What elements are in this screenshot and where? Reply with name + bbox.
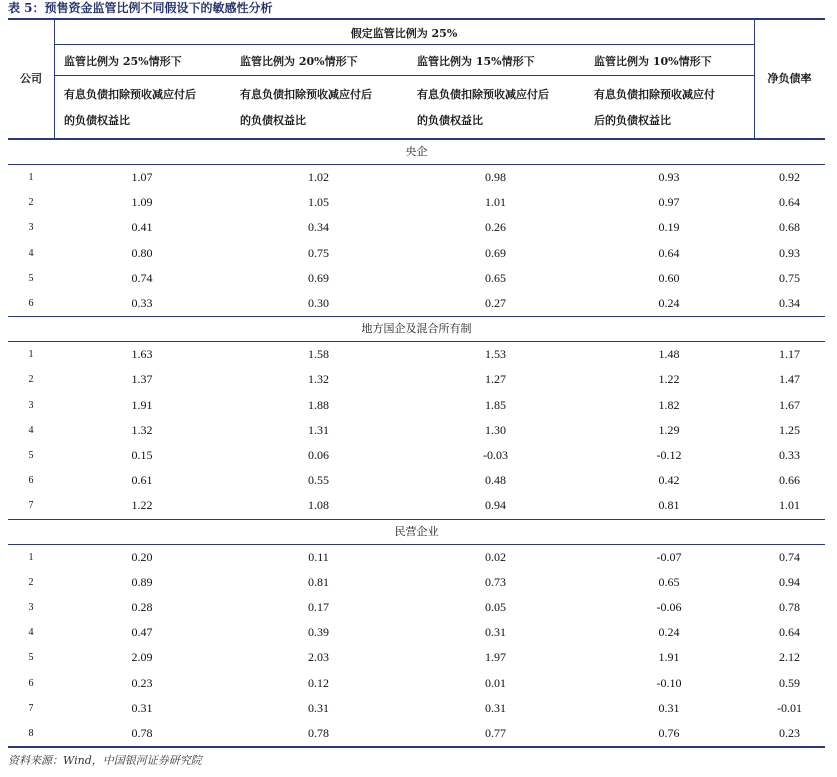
company-id-cell: 3 <box>28 222 34 234</box>
table-row <box>8 671 825 696</box>
value-cell: 0.77 <box>485 726 506 740</box>
header-scenario-10: 监管比例为 10%情形下 <box>594 55 712 68</box>
value-cell: 0.76 <box>658 726 680 740</box>
company-id-cell: 3 <box>28 602 34 613</box>
value-cell: 1.32 <box>131 422 153 437</box>
value-cell: 0.02 <box>485 549 506 564</box>
value-cell: 1.31 <box>308 422 329 437</box>
table-row <box>8 493 825 518</box>
section-central-soe: 央企 <box>405 145 428 158</box>
value-cell: 1.37 <box>131 372 153 387</box>
header-metric-line: 的负债权益比 <box>64 114 130 127</box>
value-cell: 2.09 <box>131 650 153 665</box>
value-cell: 0.78 <box>131 726 153 740</box>
table-row <box>8 367 825 392</box>
value-cell: 0.42 <box>658 473 680 488</box>
header-scenario-20: 监管比例为 20%情形下 <box>240 55 358 68</box>
table-row <box>8 595 825 620</box>
table-row <box>8 696 825 721</box>
table-row <box>8 393 825 418</box>
value-cell: -0.07 <box>656 549 682 564</box>
value-cell: 0.33 <box>779 448 800 462</box>
value-cell: 1.58 <box>308 347 329 362</box>
value-cell: 1.01 <box>485 195 506 210</box>
value-cell: 1.91 <box>131 397 153 412</box>
value-cell: 0.23 <box>131 675 153 690</box>
value-cell: 1.05 <box>308 195 329 210</box>
value-cell: 0.89 <box>131 574 153 589</box>
value-cell: 1.85 <box>485 397 506 412</box>
table-row <box>8 241 825 266</box>
header-metric-line: 有息负债扣除预收减应付后 <box>240 88 372 101</box>
value-cell: 0.64 <box>658 245 680 260</box>
value-cell: 0.48 <box>485 473 506 488</box>
table-row <box>8 721 825 746</box>
company-id-cell: 2 <box>28 374 34 386</box>
company-id-cell: 5 <box>28 272 34 284</box>
value-cell: 0.69 <box>308 270 329 285</box>
company-id-cell: 2 <box>28 197 34 209</box>
header-metric-line: 的负债权益比 <box>240 114 306 127</box>
table-row <box>8 190 825 215</box>
value-cell: 2.03 <box>308 650 329 665</box>
header-net-debt: 净负债率 <box>767 72 812 85</box>
value-cell: 1.17 <box>779 347 800 362</box>
table-title: 表 5：预售资金监管比例不同假设下的敏感性分析 <box>8 1 273 15</box>
value-cell: 0.69 <box>485 245 506 260</box>
value-cell: 1.22 <box>658 372 680 387</box>
value-cell: 0.74 <box>779 549 800 564</box>
value-cell: 0.30 <box>308 296 329 310</box>
value-cell: -0.10 <box>656 675 682 690</box>
value-cell: 0.17 <box>308 600 329 614</box>
company-id-cell: 5 <box>28 450 34 461</box>
table-row <box>8 266 825 291</box>
value-cell: 0.12 <box>308 675 329 690</box>
value-cell: 1.67 <box>779 397 800 412</box>
value-cell: 0.23 <box>779 726 800 740</box>
value-cell: 1.97 <box>485 650 506 665</box>
value-cell: 0.34 <box>779 296 800 310</box>
company-id-cell: 4 <box>28 247 34 259</box>
value-cell: 0.34 <box>308 220 329 235</box>
value-cell: 0.94 <box>779 574 800 589</box>
company-id-cell: 3 <box>28 399 34 411</box>
header-scenario-25: 监管比例为 25%情形下 <box>64 55 182 68</box>
value-cell: 1.63 <box>131 347 153 362</box>
value-cell: -0.03 <box>483 448 508 462</box>
header-scenario-rule <box>54 75 754 76</box>
table-row <box>8 215 825 240</box>
value-cell: 0.74 <box>131 270 153 285</box>
company-id-cell: 7 <box>28 500 34 512</box>
source-note: 资料来源：Wind，中国银河证券研究院 <box>8 754 202 767</box>
company-id-cell: 4 <box>28 424 34 436</box>
value-cell: 0.65 <box>658 574 680 589</box>
value-cell: 1.07 <box>131 170 153 184</box>
company-id-cell: 7 <box>28 702 34 714</box>
value-cell: 0.81 <box>658 498 680 513</box>
value-cell: 0.93 <box>658 170 680 184</box>
table-row <box>8 620 825 645</box>
header-scenario-15: 监管比例为 15%情形下 <box>417 55 535 68</box>
value-cell: 0.59 <box>779 675 800 690</box>
value-cell: 0.31 <box>131 700 153 715</box>
value-cell: -0.01 <box>777 700 802 715</box>
value-cell: 0.80 <box>131 245 153 260</box>
table-bottom-rule <box>8 746 825 748</box>
value-cell: 0.64 <box>779 195 800 210</box>
value-cell: 0.28 <box>131 600 153 614</box>
value-cell: 0.65 <box>485 270 506 285</box>
header-metric-line: 有息负债扣除预收减应付后 <box>417 88 549 101</box>
header-metric-line: 的负债权益比 <box>417 114 483 127</box>
value-cell: 0.01 <box>485 675 506 690</box>
value-cell: 0.68 <box>779 220 800 235</box>
value-cell: 0.94 <box>485 498 506 513</box>
value-cell: 0.66 <box>779 473 800 488</box>
table-header <box>8 20 825 138</box>
value-cell: 1.09 <box>131 195 153 210</box>
table-row <box>8 443 825 468</box>
value-cell: 0.06 <box>308 448 329 462</box>
company-id-cell: 1 <box>28 551 34 563</box>
company-id-cell: 2 <box>28 576 34 588</box>
value-cell: 0.60 <box>658 270 680 285</box>
company-id-cell: 4 <box>28 627 34 639</box>
value-cell: 0.24 <box>658 296 680 310</box>
value-cell: 0.78 <box>779 600 800 614</box>
value-cell: 0.81 <box>308 574 329 589</box>
value-cell: 0.19 <box>658 220 680 235</box>
company-id-cell: 6 <box>28 475 34 487</box>
value-cell: 1.32 <box>308 372 329 387</box>
value-cell: 1.30 <box>485 422 506 437</box>
table-row <box>8 291 825 316</box>
value-cell: 0.15 <box>131 448 153 462</box>
value-cell: 0.55 <box>308 473 329 488</box>
value-cell: 1.91 <box>658 650 680 665</box>
header-metric-line: 有息负债扣除预收减应付后 <box>64 88 196 101</box>
value-cell: 1.22 <box>131 498 153 513</box>
header-metric-line: 后的负债权益比 <box>594 114 671 127</box>
value-cell: 0.31 <box>308 700 329 715</box>
value-cell: 0.20 <box>131 549 153 564</box>
section-local-soe-mixed: 地方国企及混合所有制 <box>361 322 472 336</box>
value-cell: 1.08 <box>308 498 329 513</box>
value-cell: 1.88 <box>308 397 329 412</box>
value-cell: 2.12 <box>779 650 800 665</box>
value-cell: -0.06 <box>656 600 682 614</box>
company-id-cell: 1 <box>28 172 34 183</box>
table-row <box>8 570 825 595</box>
value-cell: 1.27 <box>485 372 506 387</box>
value-cell: -0.12 <box>656 448 682 462</box>
value-cell: 0.24 <box>658 625 680 640</box>
value-cell: 0.47 <box>131 625 153 640</box>
value-cell: 1.25 <box>779 422 800 437</box>
value-cell: 0.73 <box>485 574 506 589</box>
company-id-cell: 5 <box>28 652 34 664</box>
header-metric-line: 有息负债扣除预收减应付 <box>594 88 715 101</box>
table-row <box>8 468 825 493</box>
header-company: 公司 <box>20 72 42 85</box>
header-assume-group: 假定监管比例为 25% <box>350 27 458 40</box>
value-cell: 1.82 <box>658 397 680 412</box>
value-cell: 0.11 <box>308 549 329 564</box>
section-private: 民营企业 <box>394 524 439 538</box>
table-row <box>8 418 825 443</box>
value-cell: 0.31 <box>485 700 506 715</box>
value-cell: 0.27 <box>485 296 506 310</box>
value-cell: 0.33 <box>131 296 153 310</box>
company-id-cell: 1 <box>28 349 34 361</box>
value-cell: 1.53 <box>485 347 506 362</box>
value-cell: 0.78 <box>308 726 329 740</box>
table-row <box>8 645 825 670</box>
header-group-rule <box>54 44 754 45</box>
value-cell: 1.29 <box>658 422 680 437</box>
value-cell: 0.75 <box>779 270 800 285</box>
value-cell: 0.97 <box>658 195 680 210</box>
table-row <box>8 342 825 367</box>
value-cell: 0.75 <box>308 245 329 260</box>
value-cell: 0.26 <box>485 220 506 235</box>
company-id-cell: 6 <box>28 677 34 689</box>
value-cell: 0.93 <box>779 245 800 260</box>
value-cell: 0.64 <box>779 625 800 640</box>
value-cell: 0.98 <box>485 170 506 184</box>
value-cell: 0.31 <box>658 700 680 715</box>
value-cell: 0.61 <box>131 473 153 488</box>
company-id-cell: 8 <box>28 728 34 739</box>
value-cell: 1.48 <box>658 347 680 362</box>
table-row <box>8 165 825 190</box>
value-cell: 0.05 <box>485 600 506 614</box>
value-cell: 1.02 <box>308 170 329 184</box>
table-row <box>8 545 825 570</box>
value-cell: 0.39 <box>308 625 329 640</box>
company-id-cell: 6 <box>28 298 34 309</box>
value-cell: 0.41 <box>131 220 153 235</box>
value-cell: 0.31 <box>485 625 506 640</box>
value-cell: 0.92 <box>779 170 800 184</box>
value-cell: 1.47 <box>779 372 800 387</box>
value-cell: 1.01 <box>779 498 800 513</box>
